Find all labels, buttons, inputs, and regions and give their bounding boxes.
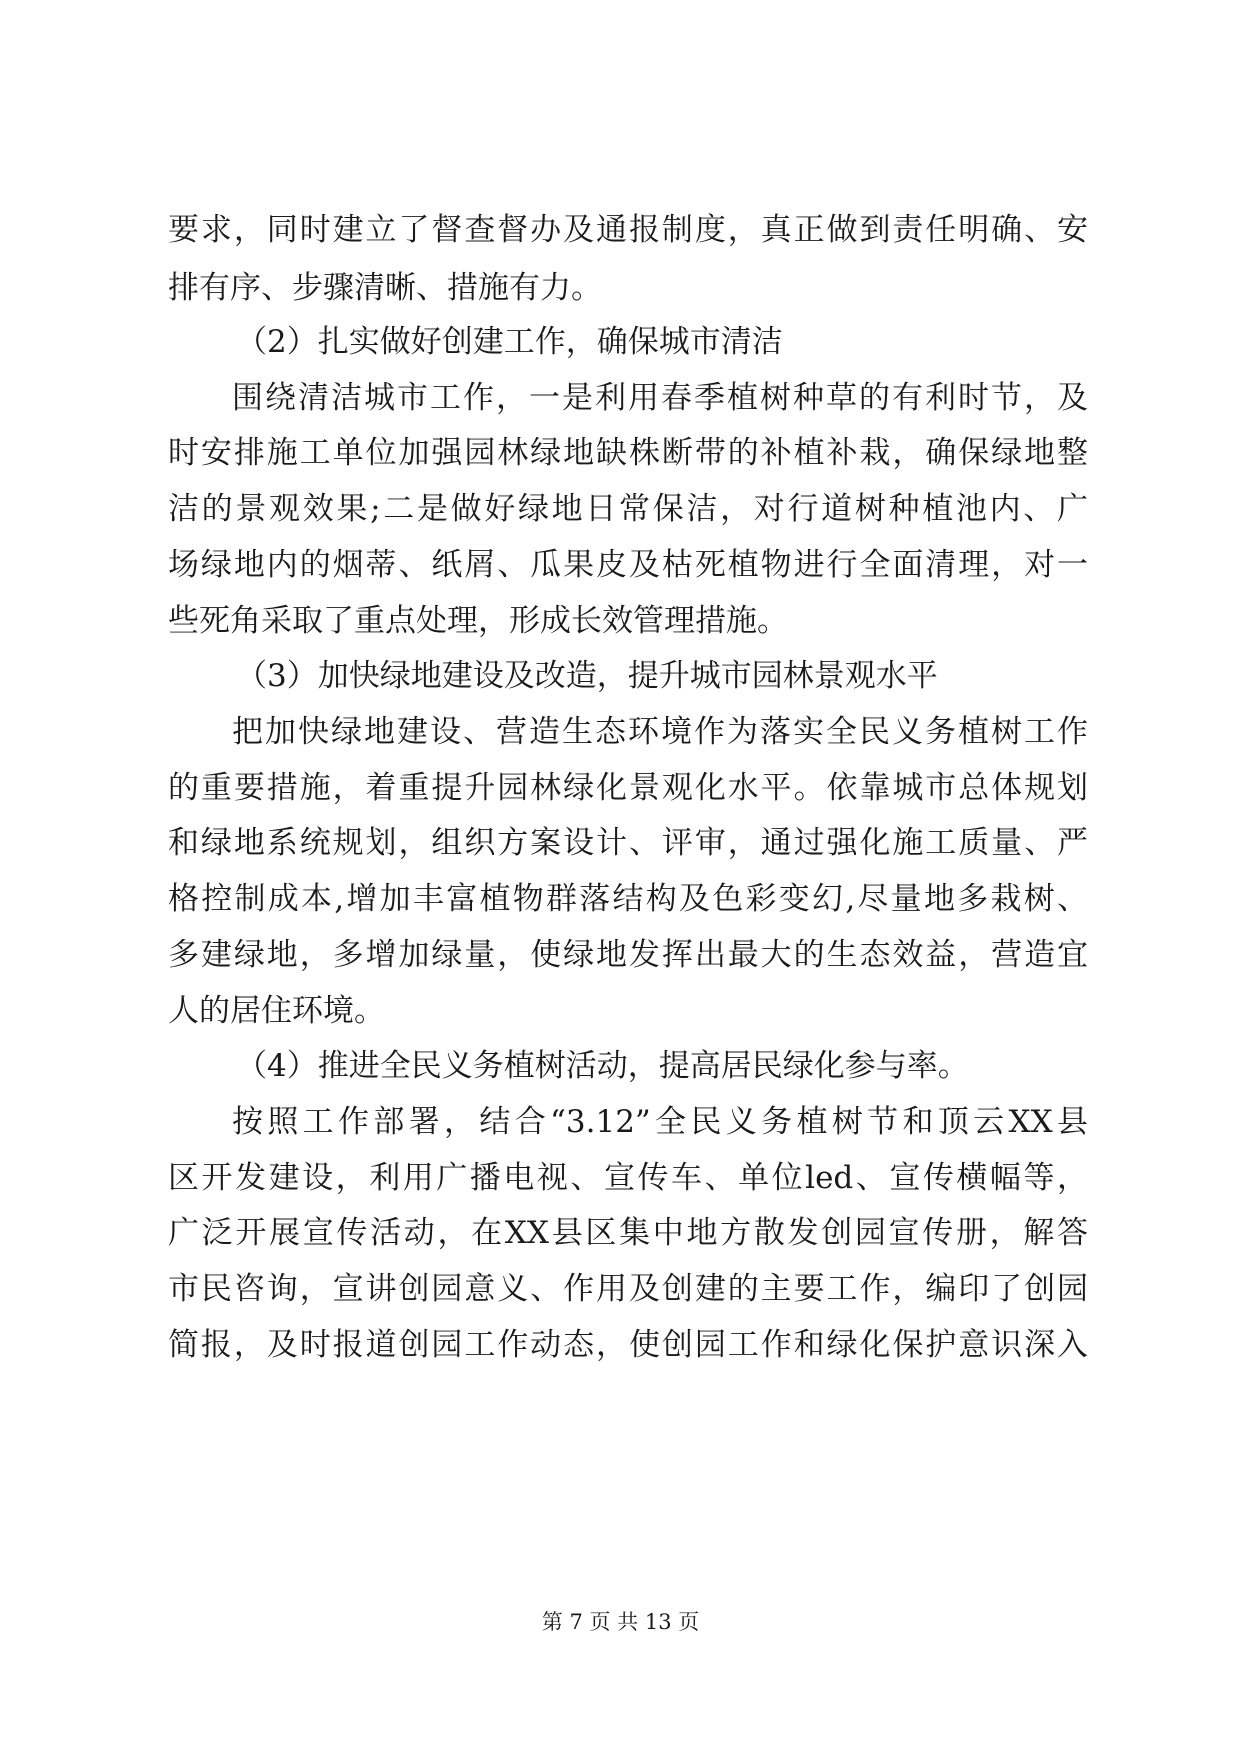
page-number-footer: 第 7 页 共 13 页	[541, 1610, 700, 1634]
paragraph-line: 时安排施工单位加强园林绿地缺株断带的补植补栽，确保绿地整	[168, 435, 1088, 471]
paragraph-line: 围绕清洁城市工作，一是利用春季植树种草的有利时节，及	[232, 380, 1088, 416]
paragraph-line: 市民咨询，宣讲创园意义、作用及创建的主要工作，编印了创园	[168, 1271, 1088, 1307]
paragraph-line: 格控制成本,增加丰富植物群落结构及色彩变幻,尽量地多栽树、	[168, 881, 1088, 917]
paragraph-line: 人的居住环境。	[168, 993, 385, 1029]
paragraph-line: 场绿地内的烟蒂、纸屑、瓜果皮及枯死植物进行全面清理，对一	[168, 547, 1088, 583]
section-heading: （3）加快绿地建设及改造，提升城市园林景观水平	[236, 658, 938, 694]
paragraph-line: 简报，及时报道创园工作动态，使创园工作和绿化保护意识深入	[168, 1327, 1088, 1363]
section-heading: （4）推进全民义务植树活动，提高居民绿化参与率。	[236, 1048, 969, 1084]
paragraph-line: 区开发建设，利用广播电视、宣传车、单位led、宣传横幅等，	[168, 1160, 1088, 1196]
paragraph-line: 多建绿地，多增加绿量，使绿地发挥出最大的生态效益，营造宜	[168, 937, 1088, 973]
paragraph-line: 些死角采取了重点处理，形成长效管理措施。	[168, 603, 788, 639]
paragraph-line: 的重要措施，着重提升园林绿化景观化水平。依靠城市总体规划	[168, 770, 1088, 806]
paragraph-line: 广泛开展宣传活动，在XX县区集中地方散发创园宣传册，解答	[168, 1215, 1088, 1251]
paragraph-line: 要求，同时建立了督查督办及通报制度，真正做到责任明确、安	[168, 212, 1088, 248]
paragraph-line: 洁的景观效果;二是做好绿地日常保洁，对行道树种植池内、广	[168, 491, 1088, 527]
section-heading: （2）扎实做好创建工作，确保城市清洁	[236, 324, 783, 360]
paragraph-line: 排有序、步骤清晰、措施有力。	[168, 270, 602, 306]
paragraph-line: 和绿地系统规划，组织方案设计、评审，通过强化施工质量、严	[168, 825, 1088, 861]
paragraph-line: 按照工作部署，结合“3.12”全民义务植树节和顶云XX县	[232, 1104, 1088, 1140]
paragraph-line: 把加快绿地建设、营造生态环境作为落实全民义务植树工作	[232, 714, 1088, 750]
